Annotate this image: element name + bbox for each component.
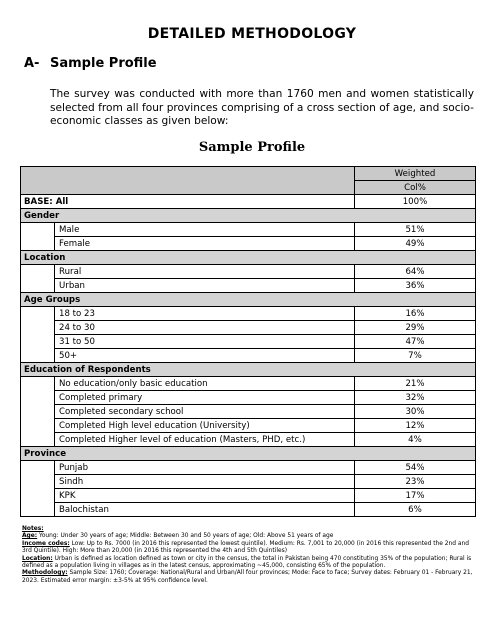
- group-row: [21, 363, 476, 377]
- table-row: [21, 265, 476, 279]
- table-row: [21, 503, 476, 517]
- table-row: [21, 419, 476, 433]
- row-label: Completed primary: [55, 391, 355, 405]
- row-label: Male: [55, 223, 355, 237]
- group-label: Location: [21, 251, 476, 265]
- row-value: 17%: [355, 489, 476, 503]
- row-label: 18 to 23: [55, 307, 355, 321]
- group-row: [21, 209, 476, 223]
- table-row: [21, 307, 476, 321]
- group-label: Province: [21, 447, 476, 461]
- table-row: [21, 377, 476, 391]
- header-colpct: Col%: [355, 181, 476, 195]
- group-row: [21, 251, 476, 265]
- row-label: Female: [55, 237, 355, 251]
- indent-cell: [21, 265, 55, 293]
- row-label: Rural: [55, 265, 355, 279]
- indent-cell: [21, 377, 55, 447]
- row-label: No education/only basic education: [55, 377, 355, 391]
- row-value: 4%: [355, 433, 476, 447]
- section-letter: A-: [24, 56, 40, 71]
- note-methodology: [22, 570, 478, 585]
- header-blank-cell: [21, 167, 355, 195]
- base-value: 100%: [355, 195, 476, 209]
- section-heading: [24, 56, 157, 71]
- row-label: 24 to 30: [55, 321, 355, 335]
- row-value: 29%: [355, 321, 476, 335]
- row-label: 31 to 50: [55, 335, 355, 349]
- page-title: DETAILED METHODOLOGY: [147, 26, 357, 42]
- row-value: 30%: [355, 405, 476, 419]
- row-label: Balochistan: [55, 503, 355, 517]
- note-age-label: Age:: [22, 533, 38, 540]
- row-value: 32%: [355, 391, 476, 405]
- note-location-label: Location:: [22, 555, 53, 562]
- row-value: 47%: [355, 335, 476, 349]
- row-value: 16%: [355, 307, 476, 321]
- table-row: [21, 461, 476, 475]
- note-location: [22, 556, 478, 571]
- group-label: Age Groups: [21, 293, 476, 307]
- row-value: 54%: [355, 461, 476, 475]
- row-value: 21%: [355, 377, 476, 391]
- table-row: [21, 321, 476, 335]
- note-income: [22, 541, 478, 556]
- note-location-text: Urban is defined as location defined as town or city in the census, the total in Pakistan being 470 constituting 35% of the population; Rural is defined as a population living in villages as in the latest census, approximating ~45,000, consisting 65% of the population.: [22, 555, 472, 570]
- row-value: 12%: [355, 419, 476, 433]
- intro-paragraph: The survey was conducted with more than 1760 men and women statistically selected from all four provinces comprising of a cross section of age, and socio-economic classes as given below:: [50, 88, 474, 128]
- section-title: Sample Profile: [50, 56, 157, 71]
- note-methodology-text: Sample Size: 1760; Coverage: National/Rural and Urban/All four provinces; Mode: Face to face; Survey dates: February 01 - February 21, 2023. Estimated error margin: ±3-5% at 95% confidence level.: [22, 570, 473, 584]
- group-row: [21, 293, 476, 307]
- table-row: [21, 279, 476, 293]
- note-income-text: Low: Up to Rs. 7000 (in 2016 this represented the lowest quintile). Medium: Rs. 7,001 to 20,000 (in 2016 this represented the 2nd and 3rd Quintile). High: More than 20,000 (in 2016 this represented the 4th and 5th Quintiles): [22, 540, 469, 555]
- table-row: [21, 489, 476, 503]
- row-value: 23%: [355, 475, 476, 489]
- table-row: [21, 237, 476, 251]
- sample-profile-table: [20, 166, 476, 517]
- note-income-label: Income codes:: [22, 540, 70, 547]
- table-row: [21, 405, 476, 419]
- row-value: 51%: [355, 223, 476, 237]
- header-weighted: Weighted: [355, 167, 476, 181]
- table-row: [21, 349, 476, 363]
- indent-cell: [21, 223, 55, 251]
- group-label: Education of Respondents: [21, 363, 476, 377]
- notes-heading: Notes:: [22, 526, 44, 532]
- base-row: [21, 195, 476, 209]
- table-row: [21, 223, 476, 237]
- row-value: 7%: [355, 349, 476, 363]
- row-label: Completed secondary school: [55, 405, 355, 419]
- row-label: KPK: [55, 489, 355, 503]
- row-label: Completed Higher level of education (Masters, PHD, etc.): [55, 433, 355, 447]
- base-label: BASE: All: [21, 195, 355, 209]
- note-age: [22, 533, 478, 540]
- note-methodology-label: Methodology:: [22, 570, 68, 577]
- group-label: Gender: [21, 209, 476, 223]
- table-row: [21, 475, 476, 489]
- row-label: 50+: [55, 349, 355, 363]
- notes-section: [22, 526, 478, 585]
- row-value: 36%: [355, 279, 476, 293]
- row-value: 64%: [355, 265, 476, 279]
- row-label: Completed High level education (University): [55, 419, 355, 433]
- indent-cell: [21, 307, 55, 363]
- table-title: Sample Profile: [198, 140, 306, 155]
- row-label: Urban: [55, 279, 355, 293]
- table-row: [21, 433, 476, 447]
- row-label: Punjab: [55, 461, 355, 475]
- group-row: [21, 447, 476, 461]
- row-value: 49%: [355, 237, 476, 251]
- header-row-top: [21, 167, 476, 181]
- row-value: 6%: [355, 503, 476, 517]
- table-row: [21, 391, 476, 405]
- note-age-text: Young: Under 30 years of age; Middle: Between 30 and 50 years of age; Old: Above 51 years of age: [37, 533, 334, 540]
- indent-cell: [21, 461, 55, 517]
- row-label: Sindh: [55, 475, 355, 489]
- table-row: [21, 335, 476, 349]
